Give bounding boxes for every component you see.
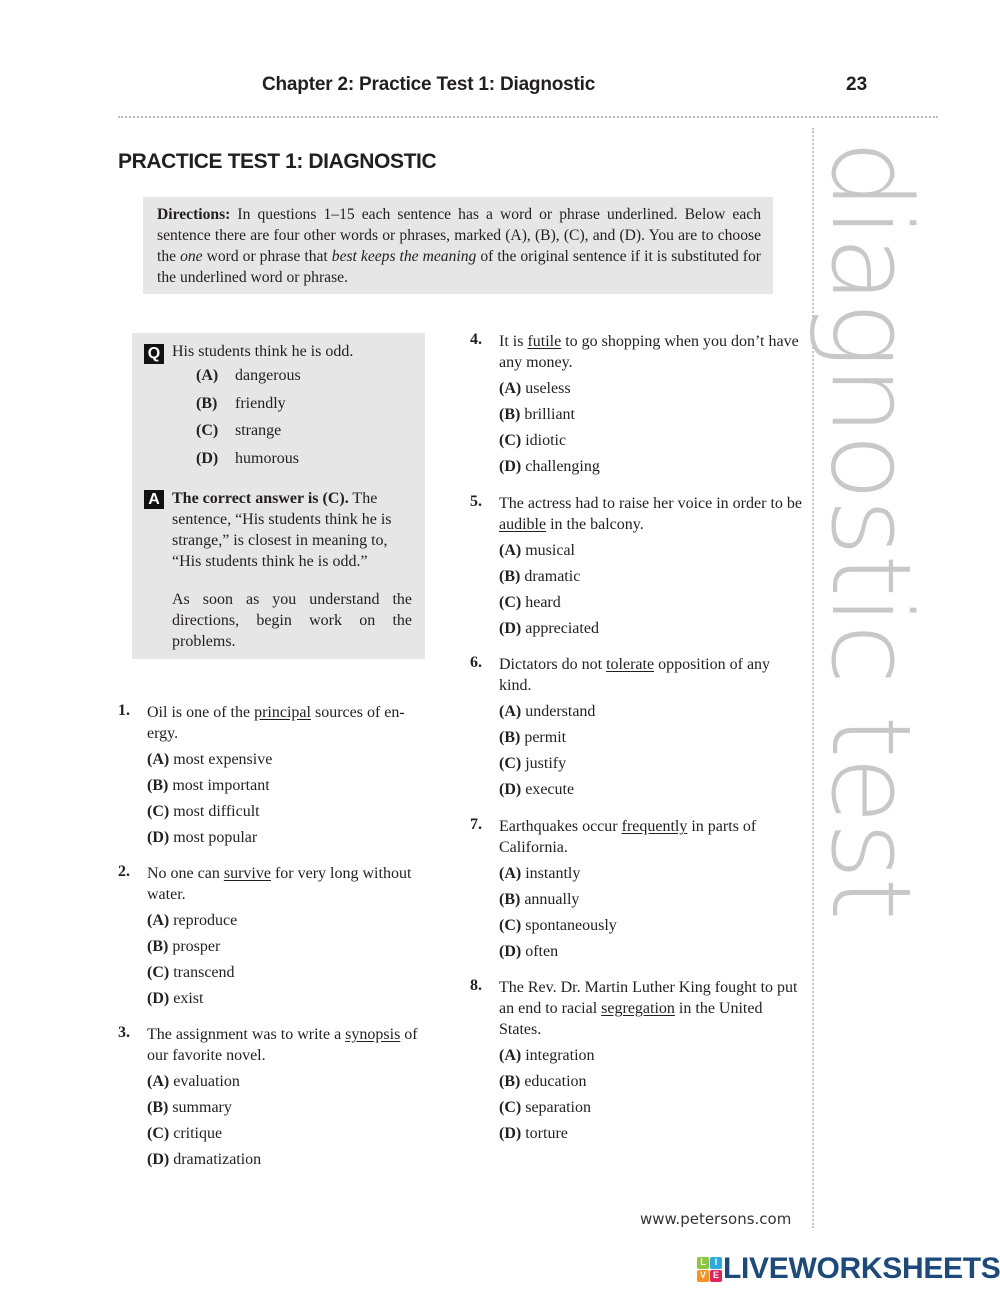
stem-text: in the United States. — [499, 1000, 763, 1038]
answer-options — [147, 749, 423, 853]
option-label: (B) — [499, 568, 521, 585]
question-item — [118, 1024, 423, 1175]
option-text: brilliant — [524, 406, 575, 423]
directions-box — [143, 197, 773, 294]
option-label: (C) — [499, 1099, 522, 1116]
question-number: 8. — [470, 977, 482, 994]
answer-option[interactable] — [147, 1123, 423, 1149]
stem-text: Dictators do not — [499, 656, 607, 673]
answer-option[interactable] — [147, 910, 423, 936]
option-label: (B) — [147, 938, 169, 955]
liveworksheets-logo-icon — [697, 1257, 721, 1281]
answer-option[interactable] — [147, 827, 423, 853]
answer-option[interactable] — [499, 456, 802, 482]
option-text: separation — [525, 1099, 591, 1116]
answer-option[interactable] — [499, 727, 802, 753]
answer-option[interactable] — [147, 775, 423, 801]
logo-mark-tile: V — [697, 1270, 709, 1282]
answer-options — [147, 1071, 423, 1175]
stem-text: sources of en-ergy. — [147, 704, 405, 742]
option-text: humorous — [235, 449, 299, 467]
question-number: 3. — [118, 1024, 130, 1041]
option-label: (C) — [499, 755, 522, 772]
answer-option[interactable] — [499, 1097, 802, 1123]
option-text: critique — [173, 1125, 223, 1142]
option-text: strange — [235, 422, 282, 439]
option-label: (B) — [499, 1073, 521, 1090]
answer-option[interactable] — [499, 540, 802, 566]
option-text: understand — [525, 703, 596, 720]
answer-option[interactable] — [147, 962, 423, 988]
option-text: challenging — [525, 458, 600, 475]
question-number: 5. — [470, 493, 482, 510]
stem-text: opposition of any kind. — [499, 656, 771, 694]
option-label: (A) — [499, 703, 522, 720]
section-title: PRACTICE TEST 1: DIAGNOSTIC — [118, 150, 437, 173]
answer-options — [499, 540, 802, 644]
liveworksheets-logo-text: LIVEWORKSHEETS — [723, 1252, 1000, 1285]
answer-option[interactable] — [499, 1045, 802, 1071]
option-label: (B) — [499, 729, 521, 746]
option-text: reproduce — [173, 912, 238, 929]
answer-option[interactable] — [499, 430, 802, 456]
question-number: 7. — [470, 816, 482, 833]
answer-bold: The correct answer is (C). — [172, 490, 349, 507]
stem-text: The actress had to raise her voice in order to be — [499, 495, 802, 512]
question-number: 4. — [470, 331, 482, 348]
answer-option[interactable] — [147, 1071, 423, 1097]
option-text: often — [525, 943, 559, 960]
directions-text: of the original sentence if it is substituted for the underlined word or phrase. — [157, 248, 761, 286]
question-number: 6. — [470, 654, 482, 671]
option-text: execute — [525, 781, 575, 798]
option-label: (B) — [147, 777, 169, 794]
underlined-word: futile — [527, 333, 562, 350]
option-text: instantly — [525, 865, 581, 882]
answer-option[interactable] — [499, 863, 802, 889]
question-item — [470, 816, 802, 967]
answer-options — [499, 701, 802, 805]
answer-badge-icon: A — [144, 490, 164, 509]
directions-emphasis: best keeps the meaning — [331, 248, 477, 265]
answer-option[interactable] — [499, 1071, 802, 1097]
question-number: 1. — [118, 702, 130, 719]
option-label: (D) — [499, 781, 522, 798]
answer-option[interactable] — [499, 753, 802, 779]
answer-options — [147, 910, 423, 1014]
answer-option[interactable] — [499, 566, 802, 592]
option-label: (D) — [147, 1151, 170, 1168]
question-stem — [147, 1024, 423, 1066]
option-label: (B) — [147, 1099, 169, 1116]
answer-option[interactable] — [499, 592, 802, 618]
logo-mark-tile: L — [697, 1257, 709, 1269]
stem-text: The Rev. Dr. Martin Luther King fought to put an end to racial — [499, 979, 798, 1017]
option-text: friendly — [235, 394, 286, 412]
question-item — [470, 654, 802, 805]
option-label: (A) — [196, 367, 219, 384]
option-label: (C) — [499, 917, 522, 934]
footer-url: www.petersons.com — [640, 1210, 792, 1228]
option-label: (A) — [147, 751, 170, 768]
stem-text: The assignment was to write a — [147, 1026, 346, 1043]
stem-text: for very long without water. — [147, 865, 412, 903]
question-item — [470, 977, 802, 1149]
answer-option[interactable] — [499, 404, 802, 430]
option-label: (A) — [499, 542, 522, 559]
answer-option[interactable] — [499, 941, 802, 967]
option-label: (A) — [499, 865, 522, 882]
option-label: (D) — [499, 1125, 522, 1142]
stem-text: No one can — [147, 865, 224, 882]
stem-text: in parts of California. — [499, 818, 757, 856]
option-text: torture — [525, 1125, 568, 1142]
question-item — [118, 863, 423, 1014]
example-option — [196, 367, 301, 395]
example-option — [196, 450, 301, 478]
option-text: useless — [525, 380, 571, 397]
question-stem — [499, 977, 802, 1040]
dotted-divider — [118, 116, 938, 118]
example-instruction: As soon as you understand the directions, begin work on the problems. — [172, 591, 412, 650]
option-text: dramatic — [524, 568, 581, 585]
option-text: most difficult — [173, 803, 260, 820]
option-label: (D) — [499, 620, 522, 637]
underlined-word: survive — [223, 865, 271, 882]
example-box — [132, 333, 425, 659]
example-answer — [172, 488, 412, 652]
example-option — [196, 395, 301, 423]
answer-option[interactable] — [499, 915, 802, 941]
underlined-word: synopsis — [345, 1026, 401, 1043]
answer-option[interactable] — [499, 1123, 802, 1149]
option-label: (B) — [499, 406, 521, 423]
running-head: Chapter 2: Practice Test 1: Diagnostic — [262, 74, 596, 95]
option-text: integration — [525, 1047, 595, 1064]
option-text: spontaneously — [525, 917, 617, 934]
question-item — [470, 331, 802, 482]
stem-text: Earthquakes occur — [499, 818, 622, 835]
example-question: His students think he is odd. — [172, 343, 354, 360]
logo-mark-tile: E — [710, 1270, 722, 1282]
option-text: appreciated — [525, 620, 599, 637]
option-text: heard — [525, 594, 561, 611]
answer-options — [499, 863, 802, 967]
stem-text: Oil is one of the — [147, 704, 255, 721]
question-stem — [499, 493, 802, 535]
underlined-word: tolerate — [606, 656, 655, 673]
answer-option[interactable] — [147, 1149, 423, 1175]
watermark-text: diagnostic test — [807, 140, 935, 919]
option-text: idiotic — [525, 432, 567, 449]
option-label: (D) — [499, 458, 522, 475]
question-stem — [147, 863, 423, 905]
answer-options — [499, 378, 802, 482]
underlined-word: principal — [254, 704, 311, 721]
answer-option[interactable] — [499, 618, 802, 644]
question-stem — [499, 816, 802, 858]
answer-option[interactable] — [499, 701, 802, 727]
question-number: 2. — [118, 863, 130, 880]
watermark — [807, 140, 935, 1060]
option-text: annually — [524, 891, 580, 908]
option-label: (C) — [147, 964, 170, 981]
option-label: (B) — [196, 394, 218, 412]
directions-text: In questions 1–15 each sentence has a word or phrase underlined. Below each sentence there are four other words or phrases, marked (A), (B), (C), and (D). You are to choose the — [157, 206, 761, 265]
option-text: evaluation — [173, 1073, 240, 1090]
answer-option[interactable] — [499, 378, 802, 404]
option-label: (A) — [147, 1073, 170, 1090]
option-label: (C) — [499, 432, 522, 449]
answer-option[interactable] — [147, 1097, 423, 1123]
directions-label: Directions: — [157, 206, 231, 223]
answer-option[interactable] — [147, 749, 423, 775]
option-label: (A) — [499, 380, 522, 397]
option-text: prosper — [172, 938, 221, 955]
option-label: (C) — [147, 803, 170, 820]
answer-option[interactable] — [147, 936, 423, 962]
answer-options — [499, 1045, 802, 1149]
option-label: (C) — [147, 1125, 170, 1142]
answer-explanation: The sentence, “His students think he is strange,” is closest in meaning to, “His students think he is odd.” — [172, 490, 392, 570]
option-text: most important — [172, 777, 270, 794]
example-option — [196, 422, 301, 450]
option-text: dramatization — [173, 1151, 262, 1168]
answer-option[interactable] — [147, 801, 423, 827]
option-label: (C) — [499, 594, 522, 611]
logo-mark-tile: I — [710, 1257, 722, 1269]
question-stem — [499, 654, 802, 696]
stem-text: to go shopping when you don’t have any money. — [499, 333, 799, 371]
directions-emphasis: one — [180, 248, 203, 265]
option-label: (D) — [499, 943, 522, 960]
underlined-word: audible — [499, 516, 547, 533]
question-stem — [499, 331, 802, 373]
option-label: (D) — [147, 990, 170, 1007]
option-text: summary — [172, 1099, 232, 1116]
stem-text: in the balcony. — [546, 516, 644, 533]
option-text: exist — [173, 990, 204, 1007]
answer-option[interactable] — [499, 889, 802, 915]
liveworksheets-logo — [697, 1254, 1000, 1284]
page-number: 23 — [846, 74, 868, 95]
option-label: (C) — [196, 422, 219, 439]
example-options — [196, 367, 301, 477]
question-item — [470, 493, 802, 644]
option-text: musical — [525, 542, 575, 559]
option-label: (A) — [499, 1047, 522, 1064]
option-text: dangerous — [235, 367, 301, 384]
stem-text: It is — [499, 333, 528, 350]
option-text: most expensive — [173, 751, 273, 768]
question-item — [118, 702, 423, 853]
option-text: education — [524, 1073, 587, 1090]
answer-option[interactable] — [499, 779, 802, 805]
option-text: permit — [524, 729, 567, 746]
option-label: (D) — [196, 449, 219, 467]
directions-text: word or phrase that — [202, 248, 332, 265]
underlined-word: segregation — [601, 1000, 675, 1017]
option-text: justify — [525, 755, 567, 772]
stem-text: of our favorite novel. — [147, 1026, 418, 1064]
option-label: (D) — [147, 829, 170, 846]
option-text: transcend — [173, 964, 235, 981]
underlined-word: frequently — [621, 818, 688, 835]
answer-option[interactable] — [147, 988, 423, 1014]
question-stem — [147, 702, 423, 744]
option-text: most popular — [173, 829, 258, 846]
option-label: (A) — [147, 912, 170, 929]
question-badge-icon: Q — [144, 344, 164, 364]
option-label: (B) — [499, 891, 521, 908]
